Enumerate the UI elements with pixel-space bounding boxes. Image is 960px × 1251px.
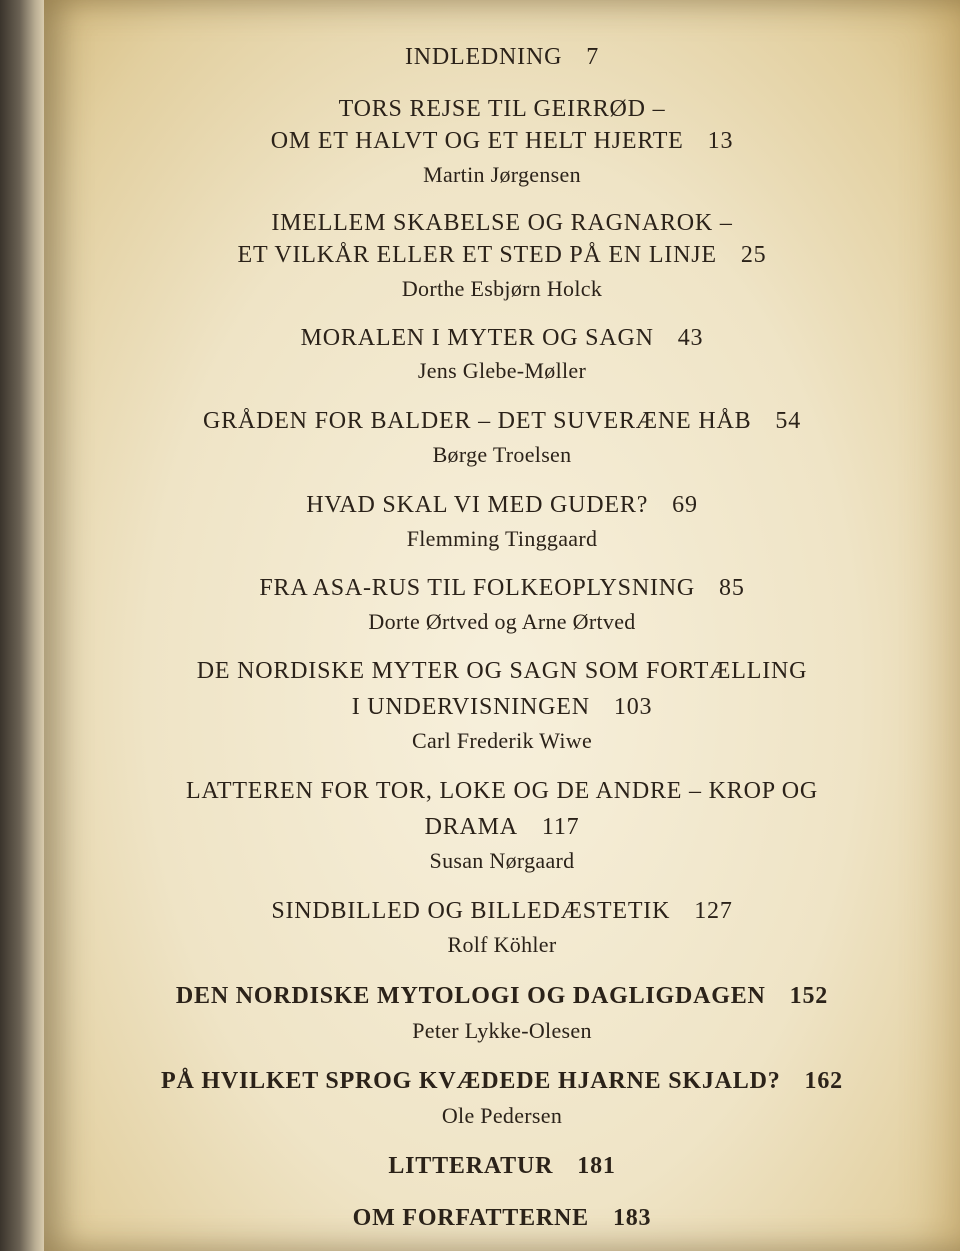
- toc-title-line: [44, 96, 960, 123]
- toc-entry-author: Flemming Tinggaard: [406, 526, 598, 551]
- toc-title-line: [44, 658, 960, 685]
- toc-entry-title: IMELLEM SKABELSE OG RAGNAROK –: [271, 210, 733, 236]
- toc-entry-author: Jens Glebe-Møller: [417, 358, 587, 383]
- toc-page-number: 127: [694, 898, 733, 924]
- toc-title-line: [44, 492, 960, 519]
- toc-page-number: 183: [612, 1205, 652, 1231]
- toc-entry-title: INDLEDNING: [404, 44, 563, 70]
- toc-page-number: 54: [775, 408, 801, 434]
- toc-entry-author: Ole Pedersen: [441, 1103, 563, 1128]
- toc-page-number: 69: [672, 492, 698, 518]
- toc-entry-author: Børge Troelsen: [432, 442, 572, 467]
- toc-title-line: [44, 575, 960, 602]
- toc-title-line: [44, 814, 960, 841]
- book-page: [44, 0, 960, 1251]
- toc-entry-title: LATTEREN FOR TOR, LOKE OG DE ANDRE – KROP OG: [185, 778, 819, 804]
- toc-page-number: 13: [707, 128, 734, 154]
- toc-entry-title: GRÅDEN FOR BALDER – DET SUVERÆNE HÅB: [203, 408, 752, 434]
- toc-entry-title: DEN NORDISKE MYTOLOGI OG DAGLIGDAGEN: [175, 983, 766, 1009]
- toc-entry-title: TORS REJSE TIL GEIRRØD –: [338, 96, 666, 122]
- toc-entry-author: Susan Nørgaard: [429, 848, 575, 873]
- toc-entry-author: Dorthe Esbjørn Holck: [401, 276, 603, 301]
- toc-title-line: [44, 1068, 960, 1095]
- toc-entry-title: FRA ASA-RUS TIL FOLKEOPLYSNING: [259, 575, 696, 601]
- toc-title-line: [44, 898, 960, 925]
- toc-page-number: 25: [740, 242, 767, 268]
- toc-title-line: [44, 1205, 960, 1232]
- toc-entry-title: I UNDERVISNINGEN: [351, 694, 590, 720]
- toc-title-line: [44, 325, 960, 352]
- toc-entry-author: Rolf Köhler: [447, 932, 557, 957]
- toc-page-number: 181: [577, 1153, 616, 1179]
- toc-entry-author: Carl Frederik Wiwe: [411, 728, 593, 753]
- toc-page-number: 103: [613, 694, 653, 720]
- toc-title-line: [44, 778, 960, 805]
- toc-entry-title: HVAD SKAL VI MED GUDER?: [306, 492, 649, 518]
- toc-page-number: 152: [789, 983, 829, 1009]
- toc-title-line: [44, 242, 960, 269]
- toc-entry-author: Martin Jørgensen: [423, 162, 581, 187]
- toc-page-number: 162: [804, 1068, 843, 1094]
- toc-title-line: [44, 210, 960, 237]
- toc-title-line: [44, 44, 960, 71]
- toc-entry-title: SINDBILLED OG BILLEDÆSTETIK: [271, 898, 671, 924]
- toc-page-number: 85: [719, 575, 745, 601]
- toc-entry-author: Dorte Ørtved og Arne Ørtved: [368, 609, 636, 634]
- toc-entry-title: DRAMA: [424, 814, 518, 840]
- toc-page-number: 7: [586, 44, 600, 70]
- toc-entry-title: DE NORDISKE MYTER OG SAGN SOM FORTÆLLING: [196, 658, 808, 684]
- toc-entry-title: PÅ HVILKET SPROG KVÆDEDE HJARNE SKJALD?: [161, 1068, 781, 1094]
- toc-title-line: [44, 408, 960, 435]
- toc-entry-title: OM ET HALVT OG ET HELT HJERTE: [270, 128, 684, 154]
- toc-title-line: [44, 1153, 960, 1180]
- book-gutter: [0, 0, 44, 1251]
- toc-page-number: 117: [541, 814, 580, 840]
- toc-entry-author: Peter Lykke-Olesen: [412, 1018, 592, 1043]
- toc-title-line: [44, 983, 960, 1010]
- toc-title-line: [44, 128, 960, 155]
- toc-entry-title: MORALEN I MYTER OG SAGN: [300, 325, 654, 351]
- toc-entry-title: OM FORFATTERNE: [352, 1205, 589, 1231]
- toc-entry-title: LITTERATUR: [388, 1153, 554, 1179]
- toc-page-number: 43: [677, 325, 704, 351]
- toc-entry-title: ET VILKÅR ELLER ET STED PÅ EN LINJE: [237, 242, 717, 268]
- toc-title-line: [44, 694, 960, 721]
- table-of-contents: [44, 0, 960, 1251]
